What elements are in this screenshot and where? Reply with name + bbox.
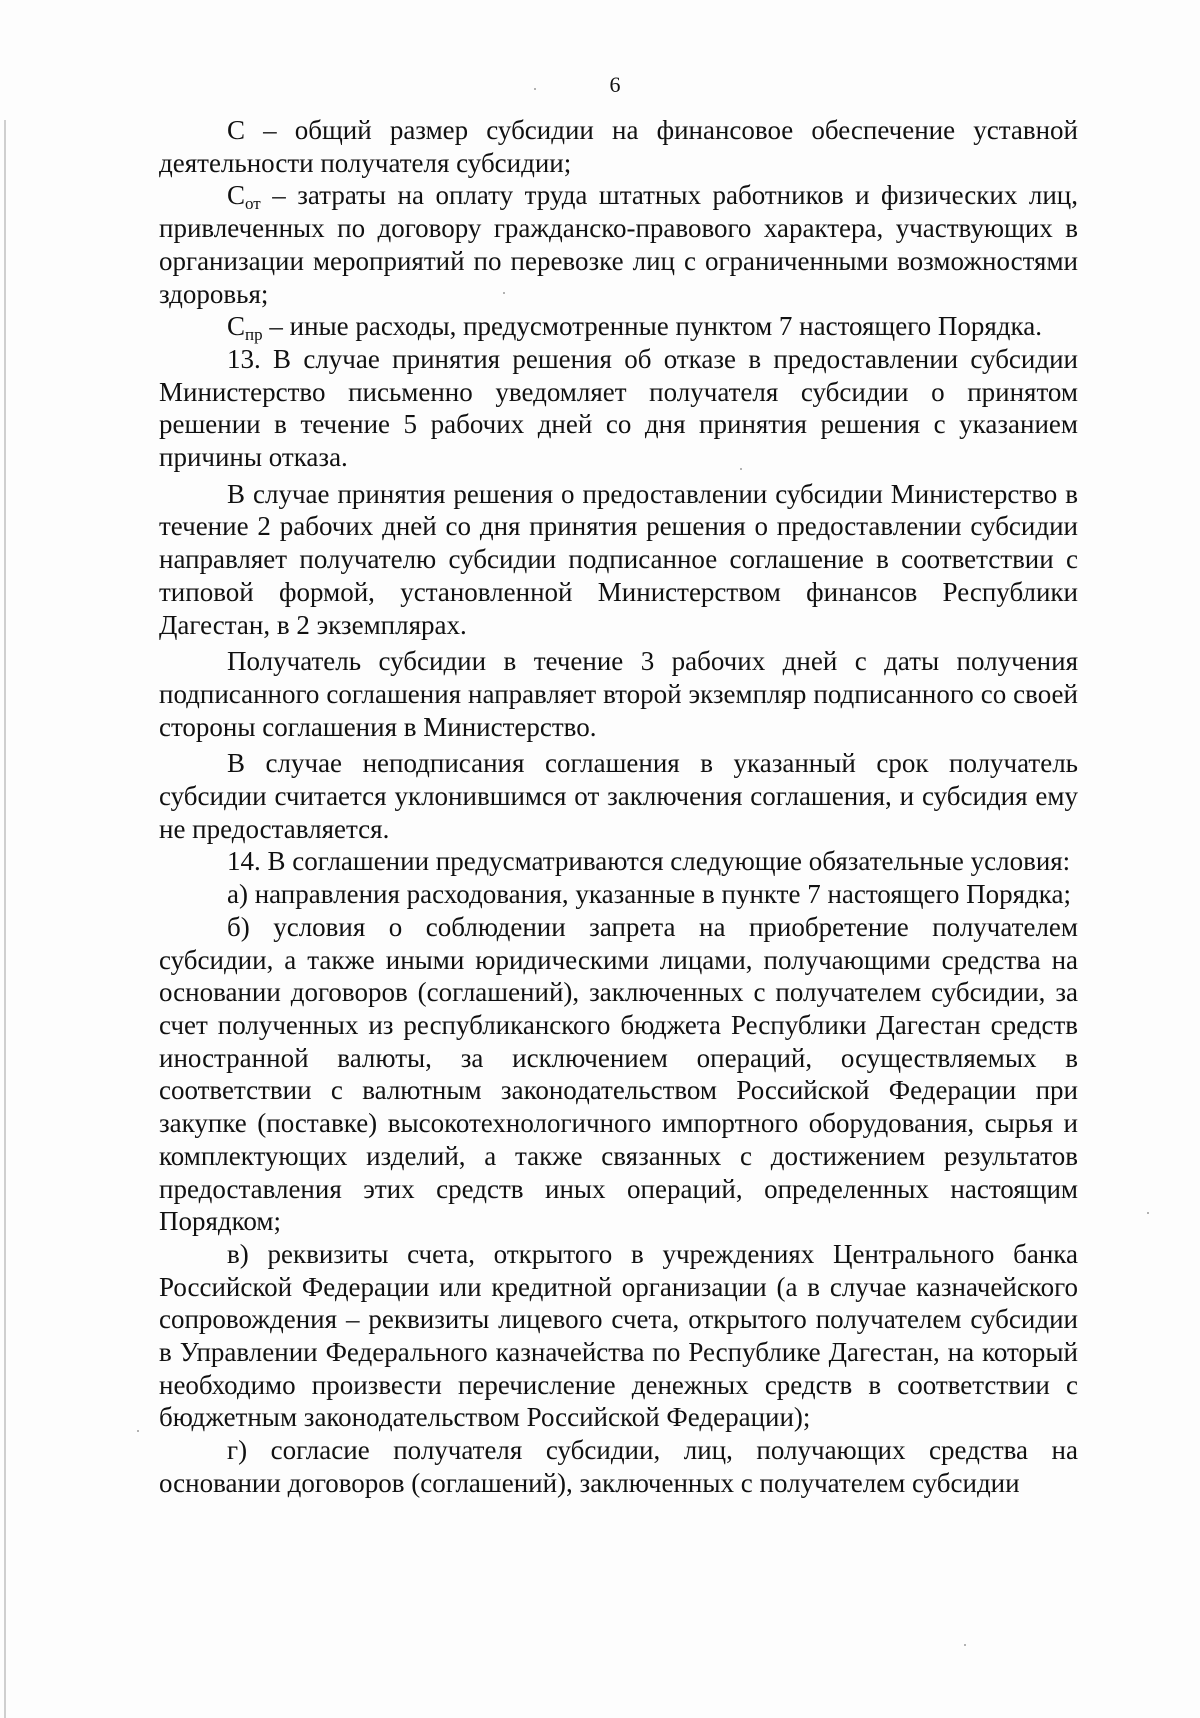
paragraph-14-b: б) условия о соблюдении запрета на приобретение получателем субсидии, а также иными юридическими лицами, получающими средства на основании договоров (соглашений), заключенных с получателем субсидии, за счет полученных из республиканского бюджета Республики Дагестан средств иностранной валюты, за исключением операций, осуществляемых в соответствии с валютным законодательством Российской Федерации при закупке (поставке) высокотехнологичного импортного оборудования, сырья и комплектующих изделий, а также связанных с достижением результатов предоставления этих средств иных операций, определенных настоящим Порядком; xyxy=(159,911,1078,1237)
document-body xyxy=(159,114,1078,1500)
paragraph-14-a: а) направления расходования, указанные в пункте 7 настоящего Порядка; xyxy=(227,879,1071,910)
formula-symbol: С xyxy=(227,180,246,211)
scan-edge xyxy=(4,120,6,1718)
scan-speck xyxy=(137,1430,139,1432)
formula-subscript: пр xyxy=(245,325,263,345)
paragraph-c-definition: С – общий размер субсидии на финансовое обеспечение уставной деятельности получателя субсидии; xyxy=(159,115,1078,178)
paragraph-13-recipient-return: Получатель субсидии в течение 3 рабочих дней с даты получения подписанного соглашения направляет второй экземпляр подписанного со своей стороны соглашения в Министерство. xyxy=(159,646,1078,742)
paragraph-14: 14. В соглашении предусматриваются следующие обязательные условия: xyxy=(227,846,1071,877)
paragraph-cpr-definition xyxy=(159,310,1078,343)
scan-speck xyxy=(964,1644,966,1646)
formula-subscript: от xyxy=(245,194,261,214)
paragraph-14-v: в) реквизиты счета, открытого в учреждениях Центрального банка Российской Федерации или кредитной организации (а в случае казначейского сопровождения – реквизиты лицевого счета, открытого получателем субсидии в Управлении Федерального казначейства по Республике Дагестан, на который необходимо произвести перечисление денежных средств в соответствии с бюджетным законодательством Российской Федерации); xyxy=(159,1238,1078,1433)
paragraph-text: – затраты на оплату труда штатных работников и физических лиц, привлеченных по договору гражданско-правового характера, участвующих в организации мероприятий по перевозке лиц с ограниченными возможностями здоровья; xyxy=(159,180,1078,309)
paragraph-13: 13. В случае принятия решения об отказе в предоставлении субсидии Министерство письменно уведомляет получателя субсидии о принятом решении в течение 5 рабочих дней со дня принятия решения с указанием причины отказа. xyxy=(159,343,1078,473)
page-number: 6 xyxy=(609,72,621,97)
paragraph-14-g: г) согласие получателя субсидии, лиц, получающих средства на основании договоров (соглашений), заключенных с получателем субсидии xyxy=(159,1435,1078,1498)
paragraph-13-grant-decision: В случае принятия решения о предоставлении субсидии Министерство в течение 2 рабочих дней со дня принятия решения о предоставлении субсидии направляет получателю субсидии подписанное соглашение в соответствии с типовой формой, установленной Министерством финансов Республики Дагестан, в 2 экземплярах. xyxy=(159,478,1078,640)
paragraph-text: – иные расходы, предусмотренные пунктом 7 настоящего Порядка. xyxy=(262,311,1042,342)
paragraph-13-unsigned: В случае неподписания соглашения в указанный срок получатель субсидии считается уклонившимся от заключения соглашения, и субсидия ему не предоставляется. xyxy=(159,748,1078,844)
formula-symbol: С xyxy=(227,311,246,342)
paragraph-cot-definition xyxy=(159,179,1078,310)
scan-speck xyxy=(1147,1212,1149,1214)
